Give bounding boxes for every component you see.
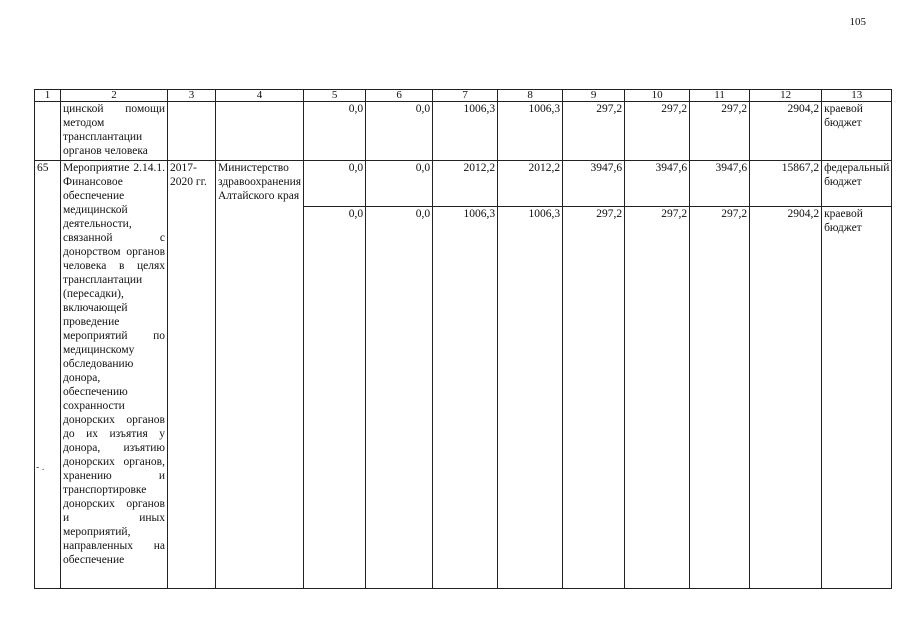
column-header: 3 (168, 90, 216, 102)
value-cell: 1006,3 (433, 207, 498, 589)
activity-description: цинской помощи методом трансплантации органов человека (61, 102, 168, 161)
funding-source: федеральный бюджет (822, 161, 892, 207)
row-number-cell (35, 102, 61, 161)
funding-source: краевой бюджет (822, 207, 892, 589)
value-cell: 0,0 (304, 161, 366, 207)
value-cell: 2904,2 (750, 102, 822, 161)
value-cell: 1006,3 (498, 102, 563, 161)
value-cell: 3947,6 (625, 161, 690, 207)
value-cell: 2012,2 (433, 161, 498, 207)
value-cell: 2012,2 (498, 161, 563, 207)
scan-mark: - . (36, 462, 45, 473)
column-header: 12 (750, 90, 822, 102)
program-table (34, 89, 892, 589)
column-header: 9 (563, 90, 625, 102)
page-number: 105 (849, 16, 866, 28)
value-cell: 297,2 (563, 102, 625, 161)
value-cell: 297,2 (690, 102, 750, 161)
column-header: 7 (433, 90, 498, 102)
period-cell: 2017-2020 гг. (168, 161, 216, 589)
executor-cell (216, 102, 304, 161)
column-header: 6 (366, 90, 433, 102)
value-cell: 2904,2 (750, 207, 822, 589)
value-cell: 297,2 (625, 207, 690, 589)
column-header: 2 (61, 90, 168, 102)
row-65-federal (35, 161, 892, 207)
value-cell: 297,2 (625, 102, 690, 161)
value-cell: 0,0 (304, 207, 366, 589)
value-cell: 1006,3 (433, 102, 498, 161)
column-header: 8 (498, 90, 563, 102)
column-header: 5 (304, 90, 366, 102)
period-cell (168, 102, 216, 161)
column-header: 13 (822, 90, 892, 102)
value-cell: 3947,6 (690, 161, 750, 207)
activity-description: Мероприятие 2.14.1. Финансовое обеспечение медицинской деятельности, связанной с донорством органов человека в целях трансплантации (пересадки), включающей проведение мероприятий по медицинскому обследованию донора, обеспечению сохранности донорских органов до их изъятия у донора, изъятию донорских органов, хранению и транспортировке донорских органов и иных мероприятий, направленных на обеспечение (61, 161, 168, 589)
value-cell: 0,0 (366, 102, 433, 161)
executor-cell: Министерство здравоохранения Алтайского края (216, 161, 304, 589)
value-cell: 297,2 (563, 207, 625, 589)
funding-source: краевой бюджет (822, 102, 892, 161)
value-cell: 0,0 (366, 161, 433, 207)
value-cell: 297,2 (690, 207, 750, 589)
row-number: 65 (35, 161, 61, 589)
column-header: 1 (35, 90, 61, 102)
value-cell: 3947,6 (563, 161, 625, 207)
value-cell: 15867,2 (750, 161, 822, 207)
column-header: 11 (690, 90, 750, 102)
column-number-row (35, 90, 892, 102)
value-cell: 0,0 (304, 102, 366, 161)
column-header: 10 (625, 90, 690, 102)
continued-row (35, 102, 892, 161)
value-cell: 1006,3 (498, 207, 563, 589)
column-header: 4 (216, 90, 304, 102)
value-cell: 0,0 (366, 207, 433, 589)
